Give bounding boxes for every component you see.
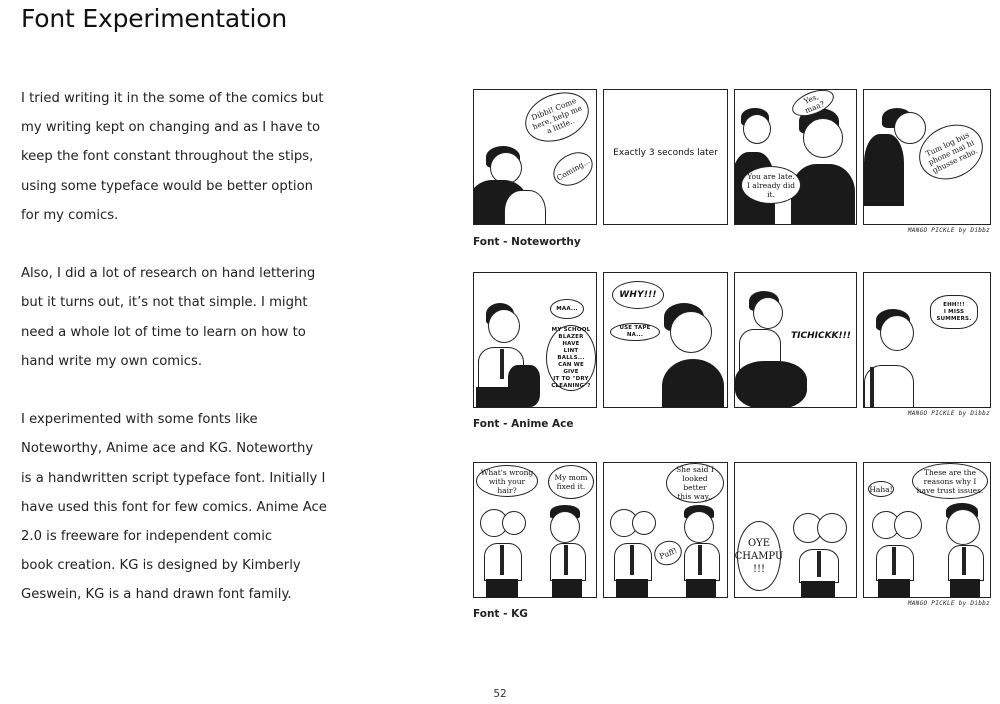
speech-bubble: EHH!!! I MISS SUMMERS. xyxy=(930,295,978,329)
page-number: 52 xyxy=(493,688,507,700)
speech-bubble: WHY!!! xyxy=(612,281,664,309)
comic-panel xyxy=(603,89,728,225)
speech-bubble: Tum log bus phone mai hi ghusse raho. xyxy=(910,114,991,189)
character-figure xyxy=(735,291,805,408)
character-figure xyxy=(864,309,934,408)
speech-bubble: MY SCHOOL BLAZER HAVE LINT BALLS... CAN WE GIVE IT TO "DRY CLEANING"? xyxy=(546,325,596,391)
speech-bubble: OYE CHAMPU !!! xyxy=(737,521,781,591)
character-figure xyxy=(474,303,544,408)
text-line: 2.0 is freeware for independent comic xyxy=(21,529,273,545)
comic-panel xyxy=(473,462,597,598)
speech-bubble: These are the reasons why I have trust issues. xyxy=(912,463,988,499)
character-figure xyxy=(478,505,534,598)
speech-bubble: Puff! xyxy=(651,537,686,569)
comic-panel xyxy=(603,272,728,408)
speech-bubble: MAA... xyxy=(550,299,584,319)
comic-panel xyxy=(863,89,991,225)
comic-panel xyxy=(734,462,857,598)
character-figure xyxy=(662,303,728,408)
comic-panel xyxy=(863,272,991,408)
panel-caption: Exactly 3 seconds later xyxy=(613,148,718,158)
sound-effect: TICHICKK!!! xyxy=(791,331,851,341)
comic-panel xyxy=(603,462,728,598)
text-line: my writing kept on changing and as I have to xyxy=(21,120,321,136)
text-line: Noteworthy, Anime ace and KG. Noteworthy xyxy=(21,441,314,457)
speech-bubble: She said I looked better this way.. xyxy=(666,463,724,503)
strip-font-label: Font - Noteworthy xyxy=(473,236,581,248)
comic-panel xyxy=(734,272,857,408)
text-line: I tried writing it in the some of the comics but xyxy=(21,91,324,106)
character-figure xyxy=(680,505,728,598)
speech-bubble: USE TAPE NA... xyxy=(610,323,660,341)
speech-bubble: What's wrong with your hair? xyxy=(476,465,538,497)
comic-panel xyxy=(473,89,597,225)
character-figure xyxy=(864,104,924,225)
paragraph-research xyxy=(21,259,351,376)
character-figure xyxy=(546,505,596,598)
character-figure xyxy=(791,509,851,598)
speech-bubble: You are late. I already did it. xyxy=(741,166,801,204)
text-line: hand write my own comics. xyxy=(21,353,203,369)
speech-bubble: Yes, maa? xyxy=(788,89,837,121)
comic-credit: MANGO PICKLE by Dibbz xyxy=(907,600,990,607)
strip-font-label: Font - KG xyxy=(473,608,528,620)
paragraph-handwriting xyxy=(21,84,351,230)
text-line: but it turns out, it’s not that simple. I might xyxy=(21,295,308,311)
comic-panel xyxy=(863,462,991,598)
character-figure xyxy=(795,108,857,225)
text-line: book creation. KG is designed by Kimberly xyxy=(21,558,301,574)
text-line: Also, I did a lot of research on hand lettering xyxy=(21,266,316,282)
text-line: using some typeface would be better option xyxy=(21,178,314,194)
comic-strip-anime-ace xyxy=(472,272,994,434)
speech-bubble: My mom fixed it. xyxy=(548,465,594,499)
strip-font-label: Font - Anime Ace xyxy=(473,418,574,430)
character-figure xyxy=(870,507,926,598)
text-line: have used this font for few comics. Anime Ace xyxy=(21,499,327,515)
character-figure xyxy=(944,503,990,598)
text-line: I experimented with some fonts like xyxy=(21,412,258,428)
comic-credit: MANGO PICKLE by Dibbz xyxy=(907,410,990,417)
text-line: keep the font constant throughout the stips, xyxy=(21,149,314,165)
paragraph-fonts xyxy=(21,405,351,609)
comic-strip-noteworthy xyxy=(472,89,994,251)
speech-bubble: Haha! xyxy=(868,481,894,497)
page-title: Font Experimentation xyxy=(21,4,288,33)
speech-bubble: Dibbi! Come here, help me a little.. xyxy=(518,89,596,151)
comic-panel xyxy=(473,272,597,408)
text-line: for my comics. xyxy=(21,207,119,223)
comic-strip-kg xyxy=(472,462,994,624)
speech-bubble: Coming... xyxy=(547,146,597,193)
comic-credit: MANGO PICKLE by Dibbz xyxy=(907,227,990,234)
character-figure xyxy=(735,104,785,225)
text-line: Geswein, KG is a hand drawn font family. xyxy=(21,587,292,603)
text-line: is a handwritten script typeface font. Initially I xyxy=(21,470,326,486)
text-line: need a whole lot of time to learn on how to xyxy=(21,324,306,340)
body-text xyxy=(21,84,351,639)
comic-panel xyxy=(734,89,857,225)
character-figure xyxy=(474,140,554,225)
